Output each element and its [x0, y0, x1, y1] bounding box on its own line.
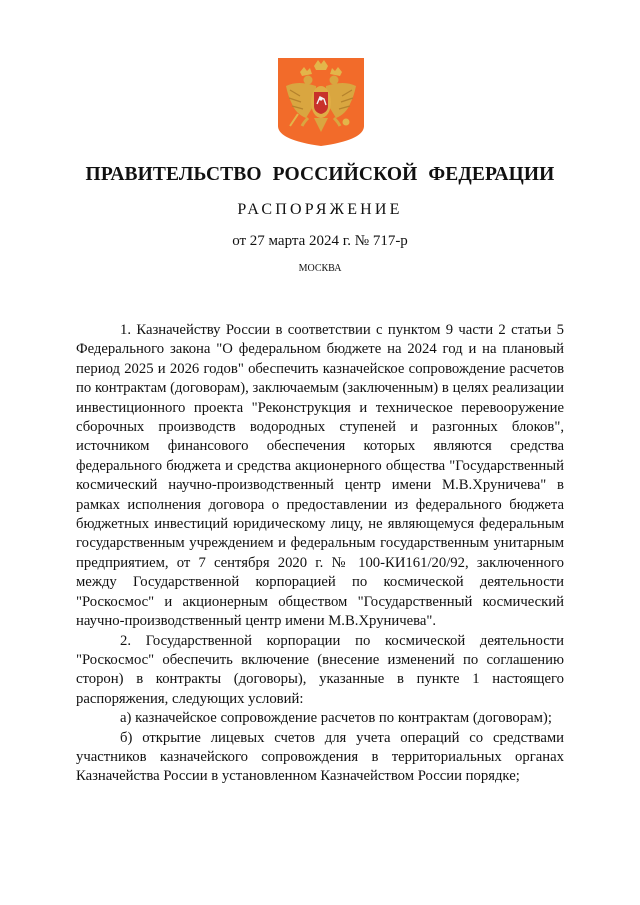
document-city: МОСКВА — [298, 263, 342, 274]
document-date-number: от 27 марта 2024 г. № 717-р — [232, 233, 408, 249]
russian-coat-of-arms-icon — [276, 56, 366, 148]
paragraph-1: 1. Казначейству России в соответствии с пунктом 9 части 2 статьи 5 Федерального закона "О федеральном бюджете на 2024 год и на плановый период 2025 и 2026 годов" обеспечить казначейское сопровождение расчетов по контрактам (договорам), заключаемым (заключенным) в целях реализации инвестиционного проекта "Реконструкция и техническое перевооружение сборочных производств водородных ступеней и разгонных блоков", источником финансового обеспечения которых являются средства федерального бюджета и средства акционерного общества "Государственный космический научно-производственный центр имени М.В.Хруничева" в рамках исполнения договора о предоставлении из федерального бюджета бюджетных инвестиций юридическому лицу, не являющемуся федеральным государственным учреждением и федеральным государственным унитарным предприятием, от 7 сентября 2020 г. № 100-КИ161/20/92, заключенного между Государственной корпорацией по космической деятельности "Роскосмос" и акционерным обществом "Государственный космический научно-производственный центр имени М.В.Хруничева". — [76, 322, 564, 630]
document-type: РАСПОРЯЖЕНИЕ — [237, 201, 403, 218]
paragraph-2: 2. Государственной корпорации по космической деятельности "Роскосмос" обеспечить включение (внесение изменений по соглашению сторон) в контракты (договоры), указанные в пункте 1 настоящего распоряжения, следующих условий: — [76, 632, 564, 707]
paragraph-2a: а) казначейское сопровождение расчетов по контрактам (договорам); — [120, 710, 552, 727]
coat-of-arms-emblem — [276, 56, 366, 148]
paragraph-2b: б) открытие лицевых счетов для учета операций со средствами участников казначейского сопровождения в территориальных органах Казначейства России в установленном Казначейством России порядке; — [76, 729, 564, 785]
government-title: ПРАВИТЕЛЬСТВО РОССИЙСКОЙ ФЕДЕРАЦИИ — [85, 164, 555, 185]
document-body — [76, 321, 564, 787]
